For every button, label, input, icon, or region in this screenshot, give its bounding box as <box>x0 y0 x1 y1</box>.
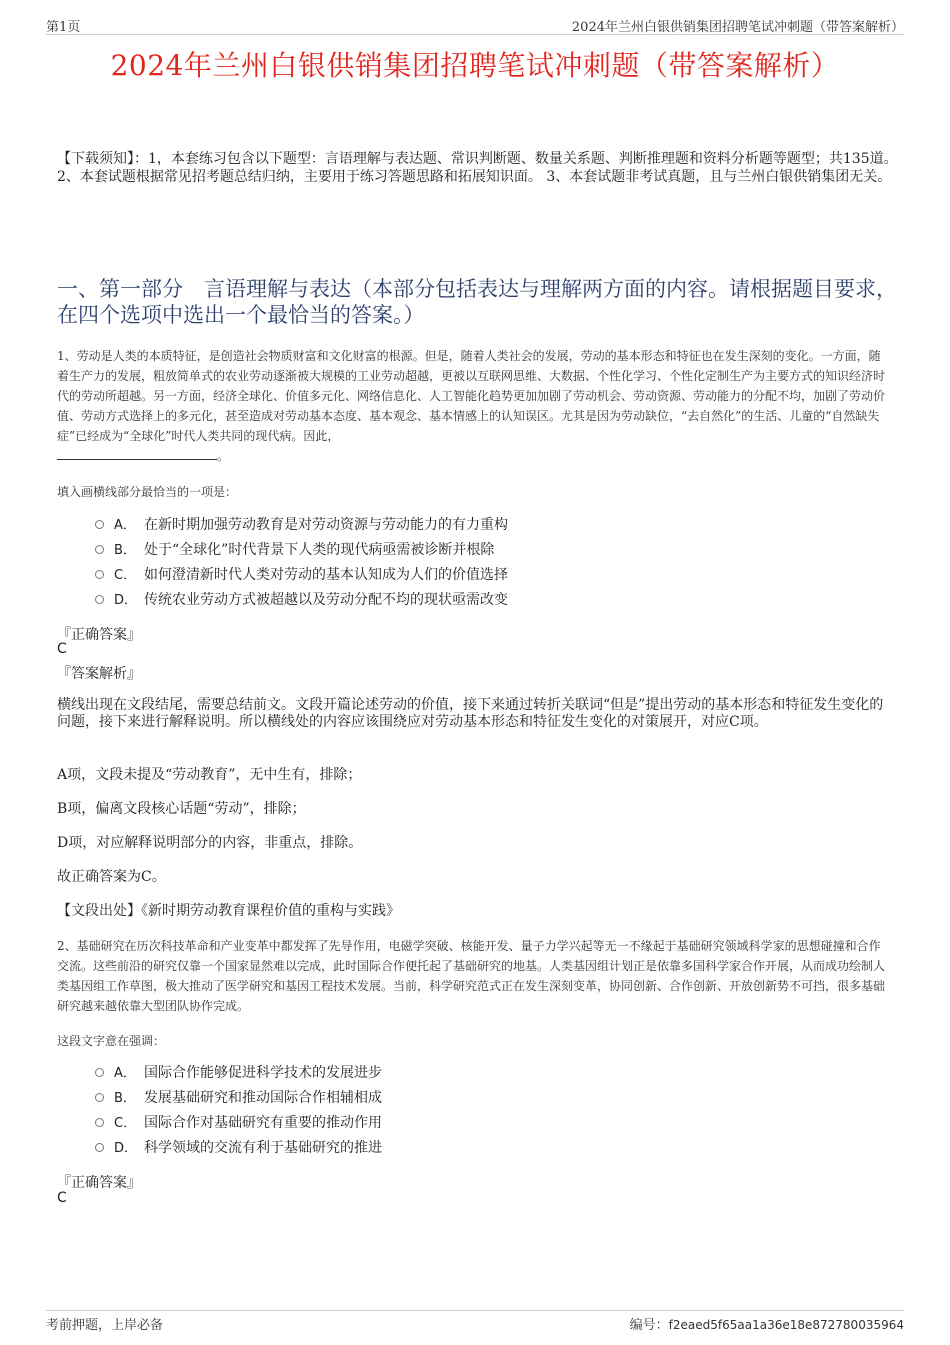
question-2-stem: 2、基础研究在历次科技革命和产业变革中都发挥了先导作用，电磁学突破、核能开发、量子力学兴起等无一不缘起于基础研究领域科学家的思想碰撞和合作交流。这些前沿的研究仅靠一个国家显然难以完成，此时国际合作便托起了基础研究的地基。人类基因组计划正是依靠多国科学家合作开展，从而成功绘制人类基因组工作草图，极大推动了医学研究和基因工程技术发展。当前，科学研究范式正在发生深刻变革，协同创新、合作创新、开放创新势不可挡，很多基础研究越来越依靠大型团队协作完成。 <box>57 939 886 1013</box>
download-notice: 【下载须知】：1，本套练习包含以下题型：言语理解与表达题、常识判断题、数量关系题、判断推理题和资料分析题等题型；共135道。 2、本套试题根据常见招考题总结归纳，主要用于练习答题思路和拓展知识面。 3、本套试题非考试真题，且与兰州白银供销集团无关。 <box>57 151 898 185</box>
footer-slogan: 考前押题，上岸必备 <box>46 1318 164 1333</box>
analysis-option-b: B项，偏离文段核心话题“劳动”，排除； <box>57 801 306 817</box>
question-2-options <box>95 1061 855 1161</box>
answer-value: C <box>57 1190 67 1206</box>
option-b[interactable]: B． 发展基础研究和推动国际合作相辅相成 <box>95 1086 855 1111</box>
radio-icon[interactable] <box>95 1143 104 1152</box>
analysis-option-a: A项，文段未提及“劳动教育”，无中生有，排除； <box>57 767 362 783</box>
section-heading: 一、第一部分 言语理解与表达（本部分包括表达与理解两方面的内容。请根据题目要求，在四个选项中选出一个最恰当的答案。） <box>57 277 897 327</box>
answer-label: 『正确答案』 <box>57 1175 141 1191</box>
question-1-stem: 1、劳动是人类的本质特征，是创造社会物质财富和文化财富的根源。但是，随着人类社会的发展，劳动的基本形态和特征也在发生深刻的变化。一方面，随着生产力的发展，粗放简单式的农业劳动逐渐被大规模的工业劳动超越，更被以互联网思维、大数据、个性化学习、个性化定制生产为主要方式的知识经济时代的劳动所超越。另一方面，经济全球化、价值多元化、网络信息化、人工智能化趋势更加加剧了劳动机会、劳动资源、劳动能力的分配不均，加剧了劳动价值、劳动方式选择上的多元化，甚至造成对劳动基本态度、基本观念、基本情感上的认知误区。尤其是因为劳动缺位，“去自然化”的生活、儿童的“自然缺失症”已经成为“全球化”时代人类共同的现代病。因此， 。 <box>57 349 886 463</box>
option-d[interactable]: D． 传统农业劳动方式被超越以及劳动分配不均的现状亟需改变 <box>95 588 855 613</box>
analysis-paragraph: 横线出现在文段结尾，需要总结前文。文段开篇论述劳动的价值，接下来通过转折关联词“但是”提出劳动的基本形态和特征发生变化的问题，接下来进行解释说明。所以横线处的内容应该围绕应对劳动基本形态和特征发生变化的对策展开，对应C项。 <box>57 697 884 730</box>
option-c[interactable]: C． 国际合作对基础研究有重要的推动作用 <box>95 1111 855 1136</box>
radio-icon[interactable] <box>95 1068 104 1077</box>
answer-value: C <box>57 641 67 657</box>
fill-blank <box>57 447 217 460</box>
question-1-options <box>95 513 855 613</box>
question-2-prompt: 这段文字意在强调： <box>57 1034 166 1048</box>
page-footer <box>46 1310 904 1333</box>
answer-label: 『正确答案』 <box>57 627 141 643</box>
page-number: 第1页 <box>46 20 81 35</box>
radio-icon[interactable] <box>95 1118 104 1127</box>
option-a[interactable]: A． 在新时期加强劳动教育是对劳动资源与劳动能力的有力重构 <box>95 513 855 538</box>
radio-icon[interactable] <box>95 545 104 554</box>
radio-icon[interactable] <box>95 1093 104 1102</box>
option-c[interactable]: C． 如何澄清新时代人类对劳动的基本认知成为人们的价值选择 <box>95 563 855 588</box>
header-doc-title: 2024年兰州白银供销集团招聘笔试冲刺题（带答案解析） <box>571 20 904 35</box>
document-title: 2024年兰州白银供销集团招聘笔试冲刺题（带答案解析） <box>110 49 840 82</box>
analysis-conclusion: 故正确答案为C。 <box>57 869 166 885</box>
analysis-option-d: D项，对应解释说明部分的内容，非重点，排除。 <box>57 835 363 851</box>
page-header <box>46 14 904 35</box>
radio-icon[interactable] <box>95 595 104 604</box>
passage-source: 【文段出处】《新时期劳动教育课程价值的重构与实践》 <box>57 903 400 919</box>
option-d[interactable]: D． 科学领域的交流有利于基础研究的推进 <box>95 1136 855 1161</box>
option-a[interactable]: A． 国际合作能够促进科学技术的发展进步 <box>95 1061 855 1086</box>
option-b[interactable]: B． 处于“全球化”时代背景下人类的现代病亟需被诊断并根除 <box>95 538 855 563</box>
radio-icon[interactable] <box>95 520 104 529</box>
document-code: 编号：f2eaed5f65aa1a36e18e872780035964 <box>629 1318 904 1333</box>
analysis-label: 『答案解析』 <box>57 666 141 682</box>
radio-icon[interactable] <box>95 570 104 579</box>
question-1-prompt: 填入画横线部分最恰当的一项是： <box>57 485 238 499</box>
